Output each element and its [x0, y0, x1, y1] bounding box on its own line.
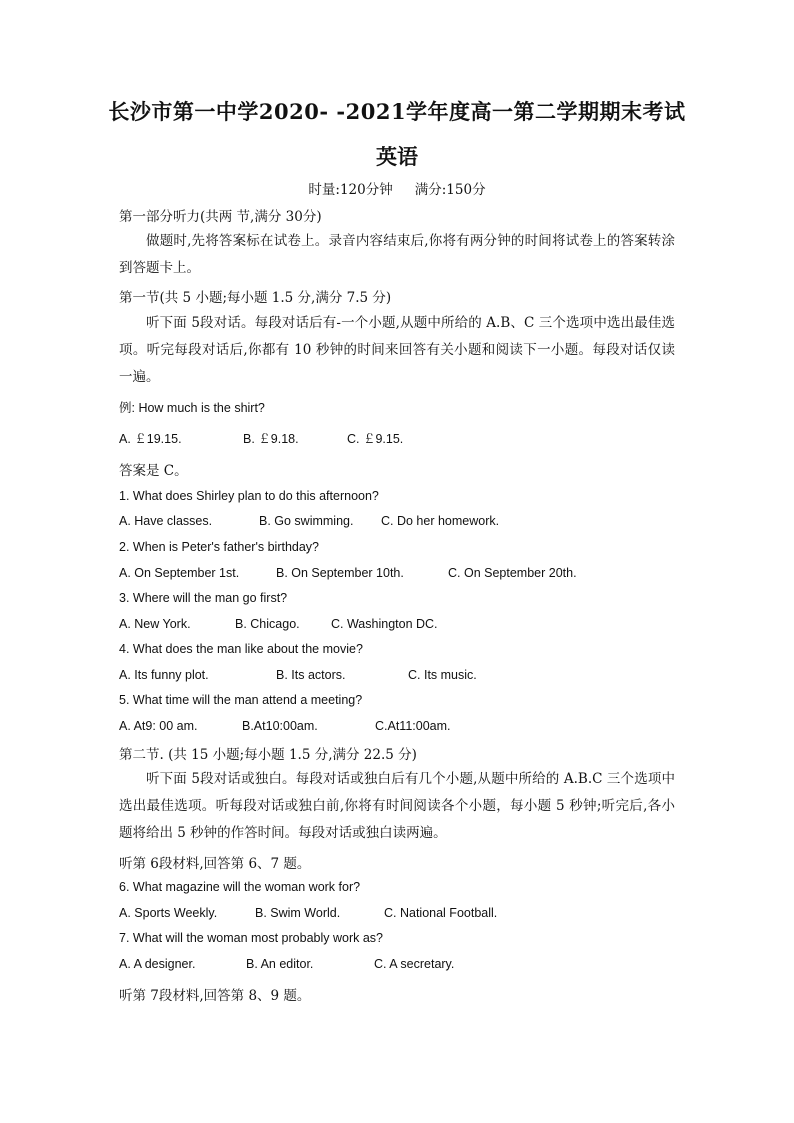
section1-heading: 第一节(共 5 小题;每小题 1.5 分,满分 7.5 分) — [119, 290, 392, 306]
exam-subject: 英语 — [376, 144, 418, 169]
option-b: B. ￡9.18. — [243, 432, 299, 446]
part1-heading: 第一部分听力(共两 节,满分 30分) — [119, 209, 322, 225]
question-2: 2. When is Peter's father's birthday? — [119, 540, 320, 554]
exam-score: 满分:150分 — [414, 182, 486, 198]
option-a: A. New York. — [119, 617, 191, 631]
question-5: 5. What time will the man attend a meeting? — [119, 693, 363, 707]
exam-meta — [0, 178, 794, 198]
exam-time: 时量:120分钟 — [308, 182, 393, 198]
option-b: B. Its actors. — [276, 668, 346, 682]
example-question: 例: How much is the shirt? — [119, 401, 265, 415]
option-a: A. On September 1st. — [119, 566, 240, 580]
part1-instructions: 做题时,先将答案标在试卷上。录音内容结束后,你将有两分钟的时间将试卷上的答案转涂到答题卡上。 — [119, 233, 675, 276]
option-b: B.At10:00am. — [242, 719, 318, 733]
option-c: C.At11:00am. — [375, 719, 451, 733]
option-c: C. Do her homework. — [381, 514, 500, 528]
option-a: A. A designer. — [119, 957, 196, 971]
option-a: A. Have classes. — [119, 514, 213, 528]
option-b: B. Chicago. — [235, 617, 300, 631]
question-3: 3. Where will the man go first? — [119, 591, 288, 605]
question-1: 1. What does Shirley plan to do this afternoon? — [119, 489, 379, 503]
section2-instructions: 听下面 5段对话或独白。每段对话或独白后有几个小题,从题中所给的 A.B.C 三个选项中选出最佳选项。听每段对话或独白前,你将有时间阅读各个小题，每小题 5 秒钟;听完后,各小题将给出 5 秒钟的作答时间。每段对话或独白读两遍。 — [119, 771, 675, 841]
group-2-label: 听第 7段材料,回答第 8、9 题。 — [119, 988, 311, 1004]
option-c: C. On September 20th. — [448, 566, 577, 580]
option-c: C. Its music. — [408, 668, 477, 682]
option-a: A. Its funny plot. — [119, 668, 209, 682]
option-b: B. Swim World. — [255, 906, 341, 920]
option-c: C. A secretary. — [374, 957, 455, 971]
option-b: B. On September 10th. — [276, 566, 404, 580]
section1-instructions: 听下面 5段对话。每段对话后有-一个小题,从题中所给的 A.B、C 三个选项中选出最佳选项。听完每段对话后,你都有 10 秒钟的时间来回答有关小题和阅读下一小题。每段对话仅读一遍。 — [119, 315, 675, 385]
option-b: B. An editor. — [246, 957, 314, 971]
example-answer: 答案是 C。 — [119, 463, 188, 479]
option-b: B. Go swimming. — [259, 514, 354, 528]
exam-title: 长沙市第一中学2020- -2021学年度高一第二学期期末考试 — [108, 99, 686, 124]
group-1-label: 听第 6段材料,回答第 6、7 题。 — [119, 856, 311, 872]
question-6: 6. What magazine will the woman work for? — [119, 880, 361, 894]
option-a: A. At9: 00 am. — [119, 719, 198, 733]
option-c: C. Washington DC. — [331, 617, 438, 631]
option-c: C. ￡9.15. — [347, 432, 404, 446]
question-7: 7. What will the woman most probably work as? — [119, 931, 383, 945]
option-c: C. National Football. — [384, 906, 498, 920]
section2-heading: 第二节. (共 15 小题;每小题 1.5 分,满分 22.5 分) — [119, 747, 417, 763]
option-a: A. Sports Weekly. — [119, 906, 218, 920]
question-4: 4. What does the man like about the movie? — [119, 642, 363, 656]
option-a: A. ￡19.15. — [119, 432, 182, 446]
